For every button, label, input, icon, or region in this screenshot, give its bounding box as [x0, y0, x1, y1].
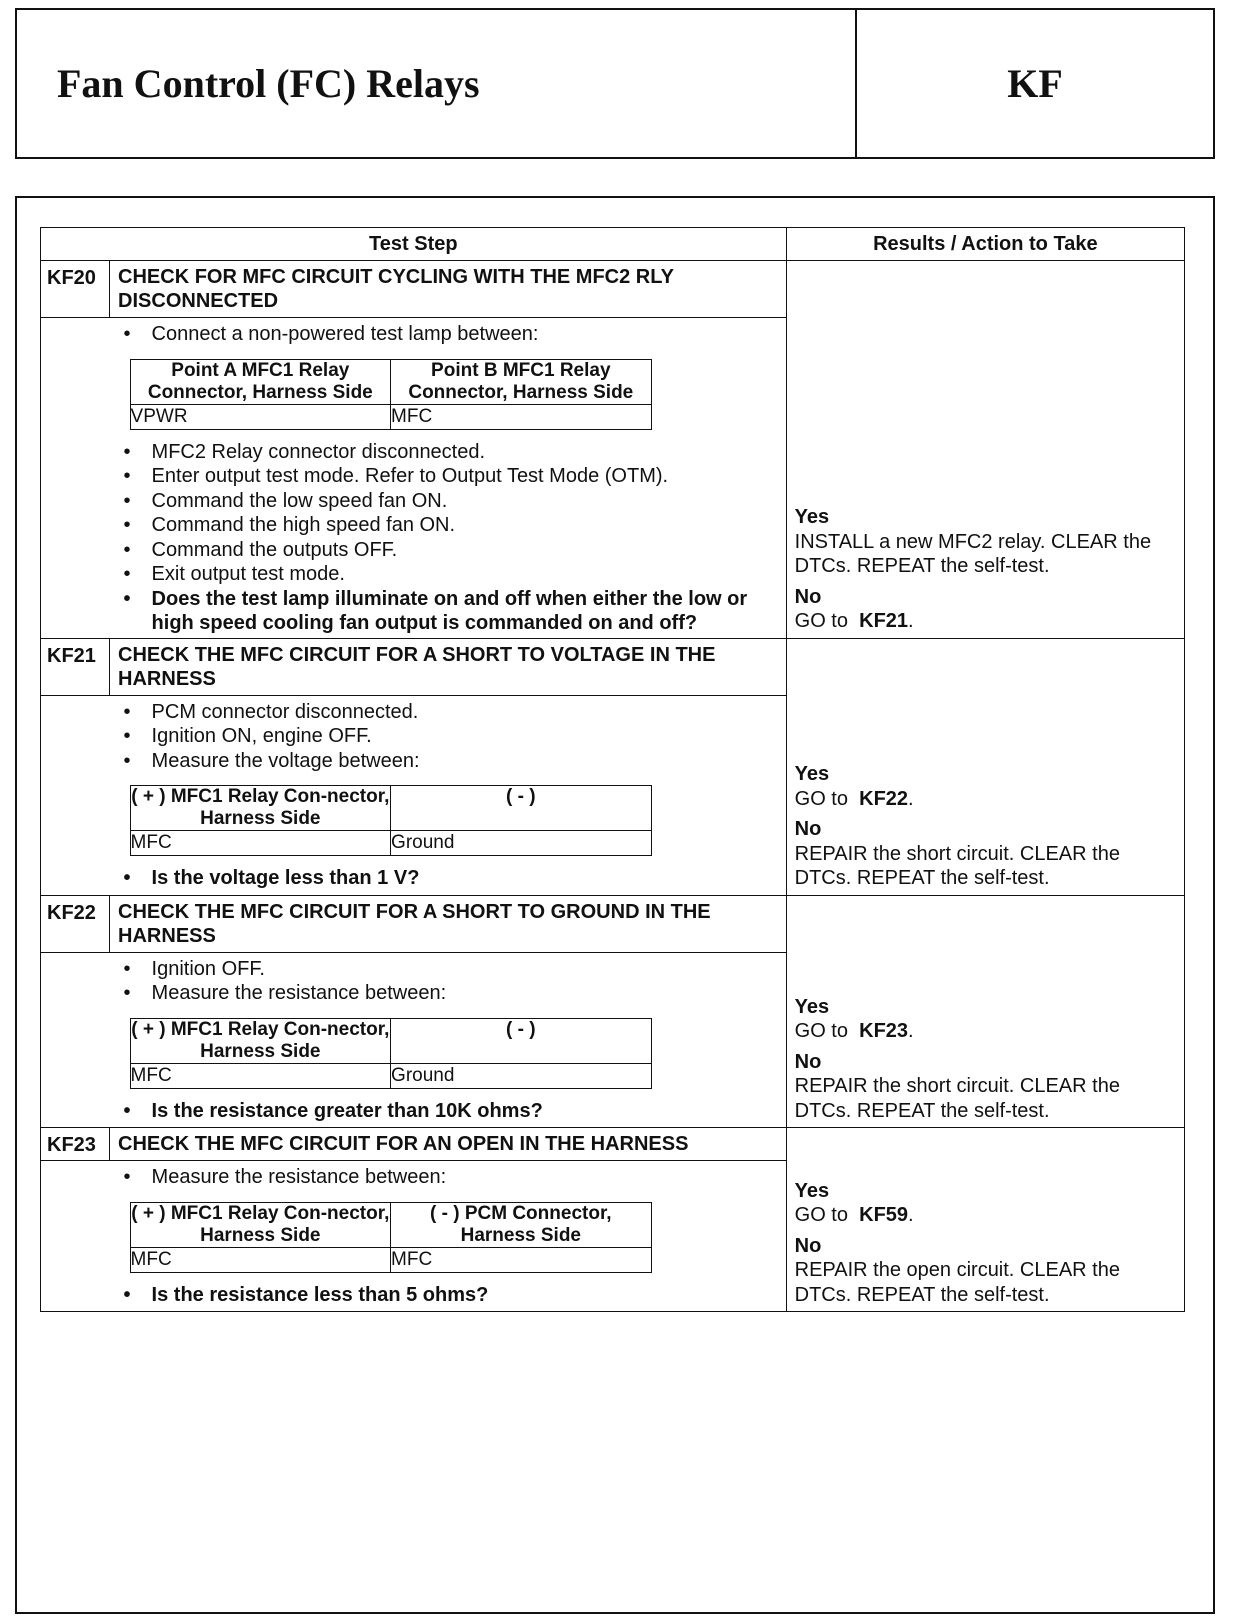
list-item: • Exit output test mode.: [118, 562, 778, 587]
connection-value-b: MFC: [391, 404, 652, 429]
step-body: [110, 695, 787, 895]
step-body: [110, 952, 787, 1128]
step-results: [786, 638, 1184, 895]
no-action: REPAIR the open circuit. CLEAR the DTCs. REPEAT the self-test.: [794, 1259, 1120, 1306]
step-instructions: [118, 700, 778, 774]
list-item: • Measure the voltage between:: [118, 749, 778, 774]
list-item: • Ignition ON, engine OFF.: [118, 724, 778, 749]
step-title-row: [41, 638, 1185, 695]
yes-label: Yes: [794, 995, 830, 1018]
connection-header-b: ( - ): [391, 786, 652, 831]
yes-label: Yes: [794, 1179, 830, 1202]
no-label: No: [794, 818, 822, 840]
yes-action-text: GO to: [794, 1204, 848, 1226]
step-title: CHECK THE MFC CIRCUIT FOR A SHORT TO GROUND IN THE HARNESS: [110, 895, 787, 952]
yes-action: [795, 787, 1176, 812]
step-reference: KF22: [859, 787, 909, 810]
connection-header-b: ( - ): [391, 1018, 652, 1063]
list-item: • Ignition OFF.: [118, 957, 778, 982]
step-id: KF23: [41, 1128, 110, 1161]
step-body: [110, 318, 787, 639]
step-instructions: [118, 1099, 778, 1124]
yes-label: Yes: [794, 506, 830, 528]
connection-header-b: ( - ) PCM Connector, Harness Side: [391, 1202, 652, 1247]
list-item: • Command the outputs OFF.: [118, 538, 778, 563]
step-reference: KF23: [859, 1020, 909, 1042]
step-title: CHECK THE MFC CIRCUIT FOR AN OPEN IN THE HARNESS: [110, 1128, 787, 1161]
column-header-results: Results / Action to Take: [786, 228, 1184, 261]
step-instructions: [118, 322, 778, 347]
step-id: KF21: [41, 638, 110, 695]
step-reference: KF59: [859, 1204, 909, 1226]
connection-header-a: ( + ) MFC1 Relay Con-nector, Harness Side: [131, 1202, 390, 1246]
connection-value-a: MFC: [130, 831, 391, 856]
no-action: [795, 609, 1176, 634]
list-item: • Command the low speed fan ON.: [118, 489, 778, 514]
yes-action-text: GO to: [794, 787, 848, 810]
connection-header-a: Point A MFC1 Relay Connector, Harness Side: [130, 359, 391, 404]
yes-action: INSTALL a new MFC2 relay. CLEAR the DTCs. REPEAT the self-test.: [794, 530, 1152, 577]
yes-action-text: GO to: [794, 1020, 848, 1042]
header-code-cell: [857, 10, 1213, 157]
connection-table: [130, 1018, 652, 1089]
step-reference: KF21: [859, 610, 909, 632]
yes-action-end: .: [908, 1204, 914, 1226]
list-item: • Measure the resistance between:: [118, 981, 778, 1006]
connection-value-a: MFC: [130, 1247, 391, 1272]
step-results: [786, 261, 1184, 639]
yes-action-end: .: [908, 1020, 914, 1042]
list-item: • Measure the resistance between:: [118, 1165, 778, 1190]
connection-header-a: ( + ) MFC1 Relay Con-nector, Harness Side: [131, 1018, 390, 1062]
step-results: [786, 1128, 1184, 1312]
step-body-spacer: [41, 695, 110, 895]
step-instructions: [118, 1283, 778, 1308]
step-title-row: [41, 1128, 1185, 1161]
step-body-spacer: [41, 1161, 110, 1312]
step-question: • Does the test lamp illuminate on and off when either the low or high speed cooling fan output is commanded on and off?: [118, 587, 778, 636]
no-label: No: [794, 1050, 822, 1073]
step-results: [786, 895, 1184, 1128]
no-action-end: .: [908, 610, 914, 632]
no-action: REPAIR the short circuit. CLEAR the DTCs. REPEAT the self-test.: [794, 842, 1120, 889]
step-title-row: [41, 895, 1185, 952]
step-instructions: [118, 440, 778, 636]
column-header-test-step: Test Step: [41, 228, 787, 261]
list-item: • Connect a non-powered test lamp between:: [118, 322, 778, 347]
header-title-cell: [17, 10, 857, 157]
section-code: KF: [1007, 61, 1063, 106]
step-title-row: [41, 261, 1185, 318]
page-header: [15, 8, 1215, 159]
step-instructions: [118, 866, 778, 891]
connection-value-a: VPWR: [130, 404, 391, 429]
step-title: CHECK THE MFC CIRCUIT FOR A SHORT TO VOLTAGE IN THE HARNESS: [110, 638, 787, 695]
step-id: KF20: [41, 261, 110, 318]
table-header-row: [41, 228, 1185, 261]
yes-action-end: .: [908, 787, 914, 810]
list-item: • PCM connector disconnected.: [118, 700, 778, 725]
list-item: • Command the high speed fan ON.: [118, 513, 778, 538]
step-question: • Is the voltage less than 1 V?: [118, 866, 778, 891]
yes-label: Yes: [794, 763, 830, 785]
no-label: No: [794, 585, 822, 608]
step-instructions: [118, 957, 778, 1006]
connection-value-b: Ground: [391, 1063, 652, 1088]
step-id: KF22: [41, 895, 110, 952]
page-title: Fan Control (FC) Relays: [57, 61, 480, 106]
connection-table: [130, 359, 652, 430]
connection-value-a: MFC: [130, 1063, 391, 1088]
step-instructions: [118, 1165, 778, 1190]
list-item: • Enter output test mode. Refer to Output Test Mode (OTM).: [118, 464, 778, 489]
connection-table: [130, 785, 652, 856]
connection-header-b: Point B MFC1 Relay Connector, Harness Side: [391, 359, 652, 404]
step-title: CHECK FOR MFC CIRCUIT CYCLING WITH THE MFC2 RLY DISCONNECTED: [110, 261, 787, 318]
step-question: • Is the resistance greater than 10K ohms?: [118, 1099, 778, 1124]
yes-action: [795, 1203, 1176, 1228]
connection-table: [130, 1202, 652, 1273]
connection-value-b: Ground: [391, 831, 652, 856]
connection-header-a: ( + ) MFC1 Relay Con-nector, Harness Side: [131, 786, 390, 829]
step-body: [110, 1161, 787, 1312]
no-label: No: [794, 1234, 822, 1257]
connection-value-b: MFC: [391, 1247, 652, 1272]
yes-action: [795, 1019, 1176, 1044]
no-action: REPAIR the short circuit. CLEAR the DTCs. REPEAT the self-test.: [794, 1075, 1120, 1122]
step-body-spacer: [41, 318, 110, 639]
no-action-text: GO to: [794, 610, 848, 632]
step-body-spacer: [41, 952, 110, 1128]
list-item: • MFC2 Relay connector disconnected.: [118, 440, 778, 465]
test-step-table: [40, 227, 1185, 1312]
step-question: • Is the resistance less than 5 ohms?: [118, 1283, 778, 1308]
